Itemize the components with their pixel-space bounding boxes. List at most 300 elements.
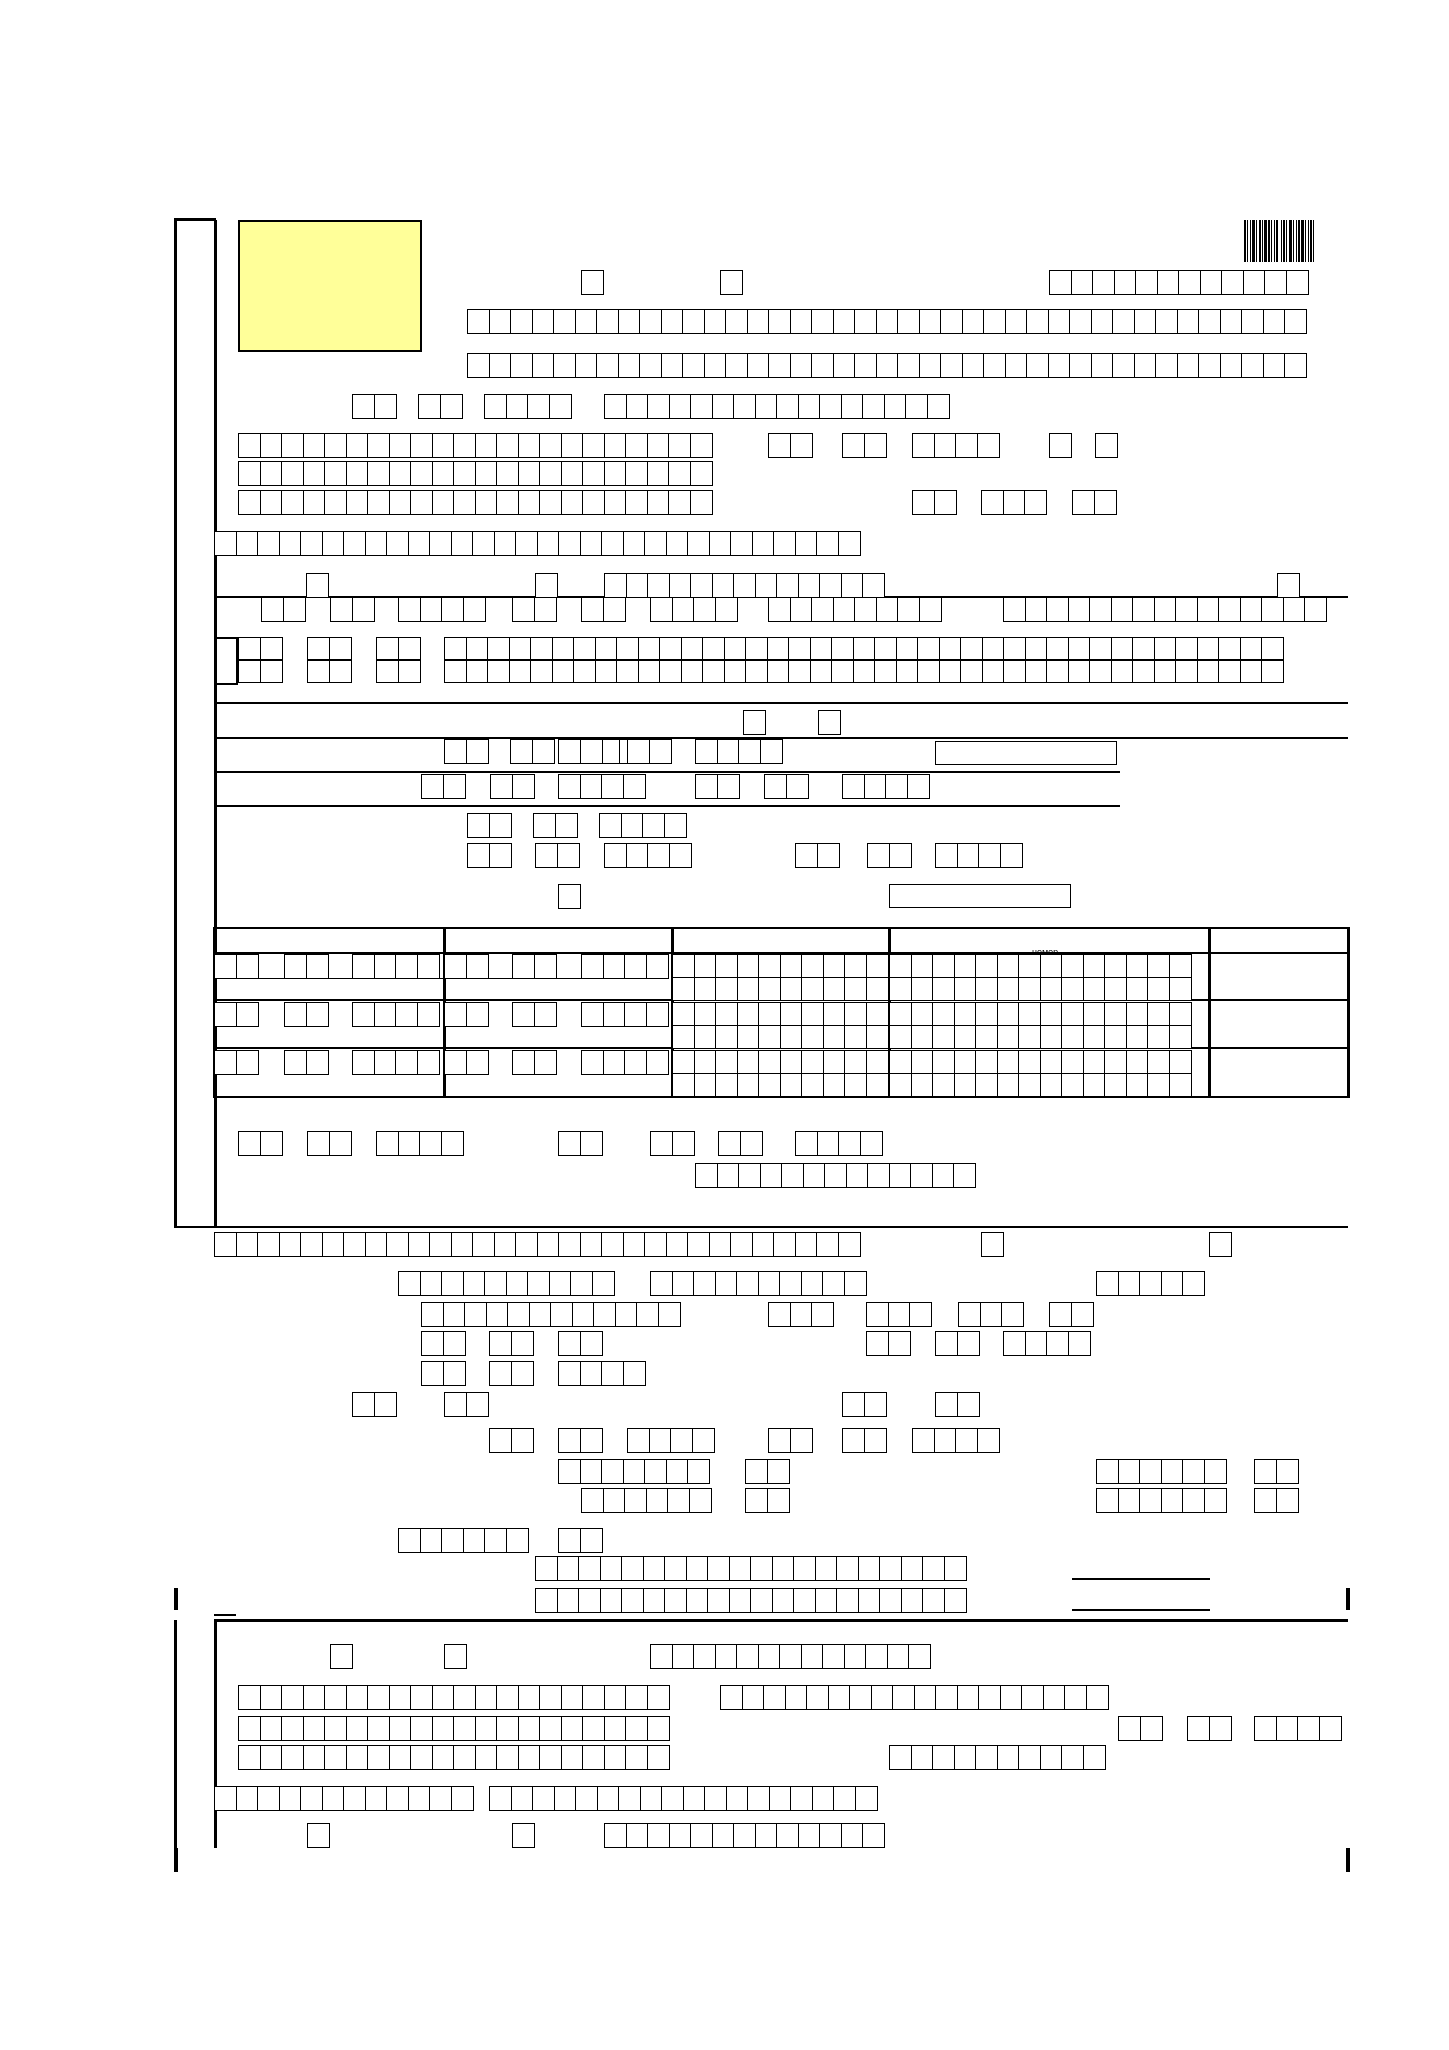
char-cell[interactable]	[795, 531, 818, 556]
char-cell[interactable]	[919, 353, 942, 378]
char-cell[interactable]	[1197, 637, 1220, 660]
char-cell[interactable]	[862, 394, 885, 419]
table-row-0-number[interactable]	[889, 954, 1190, 978]
char-cell[interactable]	[836, 1556, 859, 1581]
char-cell[interactable]	[647, 1823, 670, 1848]
char-cell[interactable]	[443, 1302, 466, 1327]
char-cell[interactable]	[260, 433, 283, 458]
char-cell[interactable]	[755, 573, 778, 598]
char-cell[interactable]	[621, 813, 644, 838]
section3-field-a[interactable]	[650, 1644, 930, 1669]
char-cell[interactable]	[932, 977, 955, 1001]
char-cell[interactable]	[581, 954, 604, 979]
char-cell[interactable]	[855, 1786, 878, 1811]
char-cell[interactable]	[410, 490, 433, 515]
section2-field-v[interactable]	[558, 1528, 601, 1553]
char-cell[interactable]	[284, 1002, 307, 1027]
char-cell[interactable]	[578, 1588, 601, 1613]
char-cell[interactable]	[817, 843, 840, 868]
char-cell[interactable]	[1263, 353, 1286, 378]
char-cell[interactable]	[615, 1302, 638, 1327]
field-e[interactable]	[581, 597, 624, 622]
section2-date4-year[interactable]	[627, 1428, 713, 1453]
char-cell[interactable]	[553, 353, 576, 378]
char-cell[interactable]	[444, 637, 467, 660]
char-cell[interactable]	[954, 1002, 977, 1026]
char-cell[interactable]	[365, 1786, 388, 1811]
char-cell[interactable]	[1241, 309, 1264, 334]
char-cell[interactable]	[487, 660, 510, 683]
char-cell[interactable]	[824, 1163, 847, 1188]
char-cell[interactable]	[580, 1131, 603, 1156]
char-cell[interactable]	[618, 353, 641, 378]
char-cell[interactable]	[672, 597, 695, 622]
char-cell[interactable]	[238, 433, 261, 458]
char-cell[interactable]	[494, 1232, 517, 1257]
char-cell[interactable]	[557, 1556, 580, 1581]
char-cell[interactable]	[828, 1685, 851, 1710]
char-cell[interactable]	[529, 1302, 552, 1327]
char-cell[interactable]	[1091, 309, 1114, 334]
char-cell[interactable]	[922, 1556, 945, 1581]
date-a-year[interactable]	[912, 433, 998, 458]
char-cell[interactable]	[1040, 1745, 1063, 1770]
char-cell[interactable]	[690, 394, 713, 419]
section2-field-k[interactable]	[842, 1392, 885, 1417]
char-cell[interactable]	[451, 1232, 474, 1257]
char-cell[interactable]	[451, 1786, 474, 1811]
char-cell[interactable]	[496, 490, 519, 515]
char-cell[interactable]	[466, 1392, 489, 1417]
text-field-2[interactable]	[889, 884, 1071, 908]
char-cell[interactable]	[604, 1745, 627, 1770]
char-cell[interactable]	[823, 1073, 846, 1097]
block-a1[interactable]	[238, 637, 281, 660]
section2-field-r[interactable]	[745, 1488, 788, 1513]
char-cell[interactable]	[1126, 1002, 1149, 1026]
char-cell[interactable]	[236, 1786, 259, 1811]
char-cell[interactable]	[214, 531, 237, 556]
char-cell[interactable]	[932, 1050, 955, 1074]
char-cell[interactable]	[758, 1002, 781, 1026]
char-cell[interactable]	[389, 433, 412, 458]
char-cell[interactable]	[410, 1745, 433, 1770]
char-cell[interactable]	[768, 433, 791, 458]
char-cell[interactable]	[346, 433, 369, 458]
char-cell[interactable]	[512, 1050, 535, 1075]
date-3-day[interactable]	[421, 774, 464, 799]
char-cell[interactable]	[1147, 1050, 1170, 1074]
char-cell[interactable]	[647, 433, 670, 458]
char-cell[interactable]	[1046, 637, 1069, 660]
section3-field-b[interactable]	[889, 1745, 1104, 1770]
char-cell[interactable]	[682, 309, 705, 334]
char-cell[interactable]	[518, 433, 541, 458]
field-k[interactable]	[718, 1131, 761, 1156]
char-cell[interactable]	[982, 637, 1005, 660]
char-cell[interactable]	[1155, 309, 1178, 334]
char-cell[interactable]	[780, 1050, 803, 1074]
section2-date3-month[interactable]	[489, 1361, 532, 1386]
char-cell[interactable]	[486, 1302, 509, 1327]
char-cell[interactable]	[681, 637, 704, 660]
char-cell[interactable]	[1169, 954, 1192, 978]
char-cell[interactable]	[443, 1361, 466, 1386]
char-cell[interactable]	[730, 531, 753, 556]
char-cell[interactable]	[324, 461, 347, 486]
char-cell[interactable]	[398, 660, 421, 683]
char-cell[interactable]	[1147, 1073, 1170, 1097]
char-cell[interactable]	[884, 394, 907, 419]
document-number[interactable]	[1049, 270, 1307, 295]
char-cell[interactable]	[410, 1716, 433, 1741]
char-cell[interactable]	[281, 433, 304, 458]
char-cell[interactable]	[475, 1745, 498, 1770]
char-cell[interactable]	[623, 1459, 646, 1484]
char-cell[interactable]	[909, 1302, 932, 1327]
table-row-1-date2-day[interactable]	[444, 1002, 487, 1027]
char-cell[interactable]	[664, 1556, 687, 1581]
char-cell[interactable]	[1026, 309, 1049, 334]
char-cell[interactable]	[795, 1232, 818, 1257]
char-cell[interactable]	[647, 1716, 670, 1741]
char-cell[interactable]	[466, 1050, 489, 1075]
char-cell[interactable]	[981, 490, 1004, 515]
char-cell[interactable]	[844, 1644, 867, 1669]
char-cell[interactable]	[912, 490, 935, 515]
char-cell[interactable]	[715, 1002, 738, 1026]
char-cell[interactable]	[1112, 353, 1135, 378]
char-cell[interactable]	[236, 1002, 259, 1027]
section2-date4-month[interactable]	[558, 1428, 601, 1453]
char-cell[interactable]	[596, 353, 619, 378]
char-cell[interactable]	[376, 1131, 399, 1156]
char-cell[interactable]	[466, 1002, 489, 1027]
char-cell[interactable]	[1068, 1331, 1091, 1356]
char-cell[interactable]	[600, 1556, 623, 1581]
char-cell[interactable]	[1218, 637, 1241, 660]
char-cell[interactable]	[1026, 353, 1049, 378]
char-cell[interactable]	[661, 309, 684, 334]
char-cell[interactable]	[712, 394, 735, 419]
char-cell[interactable]	[616, 660, 639, 683]
char-cell[interactable]	[725, 309, 748, 334]
char-cell[interactable]	[841, 394, 864, 419]
char-cell[interactable]	[1049, 270, 1072, 295]
char-cell[interactable]	[844, 954, 867, 978]
char-cell[interactable]	[444, 1392, 467, 1417]
char-cell[interactable]	[1126, 1025, 1149, 1049]
char-cell[interactable]	[823, 954, 846, 978]
char-cell[interactable]	[352, 1392, 375, 1417]
char-cell[interactable]	[1111, 637, 1134, 660]
char-cell[interactable]	[432, 1716, 455, 1741]
char-cell[interactable]	[623, 774, 646, 799]
char-cell[interactable]	[238, 1131, 261, 1156]
char-cell[interactable]	[643, 1556, 666, 1581]
char-cell[interactable]	[755, 394, 778, 419]
char-cell[interactable]	[897, 597, 920, 622]
table-row-2-date-day[interactable]	[214, 1050, 257, 1075]
char-cell[interactable]	[1018, 1025, 1041, 1049]
char-cell[interactable]	[1241, 353, 1264, 378]
char-cell[interactable]	[917, 637, 940, 660]
char-cell[interactable]	[1111, 660, 1134, 683]
char-cell[interactable]	[666, 531, 689, 556]
char-cell[interactable]	[720, 1685, 743, 1710]
char-cell[interactable]	[489, 843, 512, 868]
char-cell[interactable]	[580, 1528, 603, 1553]
section2-date2-year[interactable]	[1003, 1331, 1089, 1356]
char-cell[interactable]	[690, 490, 713, 515]
char-cell[interactable]	[889, 1073, 912, 1097]
char-cell[interactable]	[1061, 1050, 1084, 1074]
char-cell[interactable]	[1182, 1488, 1205, 1513]
char-cell[interactable]	[896, 637, 919, 660]
char-cell[interactable]	[694, 1002, 717, 1026]
char-cell[interactable]	[812, 1786, 835, 1811]
char-cell[interactable]	[934, 1428, 957, 1453]
char-cell[interactable]	[888, 1302, 911, 1327]
char-cell[interactable]	[911, 977, 934, 1001]
char-cell[interactable]	[367, 490, 390, 515]
char-cell[interactable]	[957, 1685, 980, 1710]
birthplace-line-2[interactable]	[238, 461, 711, 486]
char-cell[interactable]	[506, 1271, 529, 1296]
char-cell[interactable]	[572, 1302, 595, 1327]
char-cell[interactable]	[658, 1302, 681, 1327]
char-cell[interactable]	[1083, 1050, 1106, 1074]
char-cell[interactable]	[962, 309, 985, 334]
char-cell[interactable]	[494, 531, 517, 556]
field-b[interactable]	[330, 597, 373, 622]
char-cell[interactable]	[747, 1786, 770, 1811]
char-cell[interactable]	[1286, 270, 1309, 295]
char-cell[interactable]	[518, 461, 541, 486]
table-row-2-number[interactable]	[889, 1050, 1190, 1074]
char-cell[interactable]	[284, 1050, 307, 1075]
char-cell[interactable]	[300, 1786, 323, 1811]
char-cell[interactable]	[954, 1073, 977, 1097]
date-b-year[interactable]	[1072, 490, 1115, 515]
char-cell[interactable]	[811, 597, 834, 622]
char-cell[interactable]	[453, 1716, 476, 1741]
char-cell[interactable]	[912, 1428, 935, 1453]
checkbox-13[interactable]	[307, 1823, 330, 1848]
char-cell[interactable]	[889, 1163, 912, 1188]
char-cell[interactable]	[737, 954, 760, 978]
field-c[interactable]	[398, 597, 484, 622]
char-cell[interactable]	[279, 531, 302, 556]
char-cell[interactable]	[997, 1073, 1020, 1097]
char-cell[interactable]	[717, 739, 740, 764]
char-cell[interactable]	[487, 637, 510, 660]
char-cell[interactable]	[1118, 1459, 1141, 1484]
char-cell[interactable]	[704, 1786, 727, 1811]
char-cell[interactable]	[889, 1745, 912, 1770]
char-cell[interactable]	[367, 461, 390, 486]
char-cell[interactable]	[1096, 1488, 1119, 1513]
char-cell[interactable]	[885, 774, 908, 799]
char-cell[interactable]	[534, 597, 557, 622]
char-cell[interactable]	[1089, 660, 1112, 683]
table-row-2-date2-month[interactable]	[512, 1050, 555, 1075]
char-cell[interactable]	[1221, 270, 1244, 295]
char-cell[interactable]	[726, 1786, 749, 1811]
char-cell[interactable]	[238, 637, 261, 660]
char-cell[interactable]	[767, 660, 790, 683]
char-cell[interactable]	[1182, 1459, 1205, 1484]
char-cell[interactable]	[844, 977, 867, 1001]
char-cell[interactable]	[862, 1823, 885, 1848]
char-cell[interactable]	[750, 1556, 773, 1581]
char-cell[interactable]	[421, 1361, 444, 1386]
char-cell[interactable]	[854, 353, 877, 378]
char-cell[interactable]	[398, 1131, 421, 1156]
date-1-month[interactable]	[510, 739, 553, 764]
section3-name[interactable]	[720, 1685, 1107, 1710]
section2-line-2[interactable]	[535, 1588, 965, 1613]
char-cell[interactable]	[518, 1716, 541, 1741]
char-cell[interactable]	[717, 1163, 740, 1188]
char-cell[interactable]	[467, 843, 490, 868]
char-cell[interactable]	[604, 1823, 627, 1848]
char-cell[interactable]	[768, 1428, 791, 1453]
char-cell[interactable]	[467, 353, 490, 378]
table-row-1-number[interactable]	[889, 1025, 1190, 1049]
char-cell[interactable]	[897, 353, 920, 378]
char-cell[interactable]	[444, 954, 467, 979]
char-cell[interactable]	[444, 739, 467, 764]
char-cell[interactable]	[844, 1025, 867, 1049]
char-cell[interactable]	[1094, 490, 1117, 515]
date-8-month[interactable]	[307, 1131, 350, 1156]
section2-field-b[interactable]	[650, 1271, 865, 1296]
char-cell[interactable]	[801, 1644, 824, 1669]
char-cell[interactable]	[694, 1073, 717, 1097]
surname-field[interactable]	[467, 309, 1306, 334]
char-cell[interactable]	[1000, 1685, 1023, 1710]
char-cell[interactable]	[1139, 1488, 1162, 1513]
char-cell[interactable]	[647, 394, 670, 419]
char-cell[interactable]	[932, 1025, 955, 1049]
char-cell[interactable]	[1104, 1050, 1127, 1074]
date-3-month[interactable]	[490, 774, 533, 799]
char-cell[interactable]	[773, 531, 796, 556]
char-cell[interactable]	[408, 1232, 431, 1257]
char-cell[interactable]	[772, 1556, 795, 1581]
char-cell[interactable]	[1018, 1050, 1041, 1074]
char-cell[interactable]	[1197, 597, 1220, 622]
char-cell[interactable]	[624, 1488, 647, 1513]
char-cell[interactable]	[650, 597, 673, 622]
char-cell[interactable]	[833, 353, 856, 378]
char-cell[interactable]	[1018, 1073, 1041, 1097]
char-cell[interactable]	[831, 637, 854, 660]
date-b-day[interactable]	[912, 490, 955, 515]
char-cell[interactable]	[616, 637, 639, 660]
char-cell[interactable]	[650, 1271, 673, 1296]
section2-field-j[interactable]	[444, 1392, 487, 1417]
section2-field-a[interactable]	[398, 1271, 613, 1296]
section2-field-h[interactable]	[1049, 1302, 1092, 1327]
table-row-1-date2-year[interactable]	[581, 1002, 667, 1027]
char-cell[interactable]	[626, 843, 649, 868]
checkbox-10[interactable]	[1209, 1232, 1232, 1257]
char-cell[interactable]	[695, 1163, 718, 1188]
char-cell[interactable]	[352, 394, 375, 419]
char-cell[interactable]	[618, 309, 641, 334]
char-cell[interactable]	[935, 843, 958, 868]
char-cell[interactable]	[395, 954, 418, 979]
char-cell[interactable]	[1263, 309, 1286, 334]
char-cell[interactable]	[554, 1786, 577, 1811]
char-cell[interactable]	[788, 660, 811, 683]
section3-field-c[interactable]	[604, 1823, 884, 1848]
char-cell[interactable]	[871, 1685, 894, 1710]
char-cell[interactable]	[510, 309, 533, 334]
field-13[interactable]	[604, 573, 884, 598]
char-cell[interactable]	[962, 353, 985, 378]
char-cell[interactable]	[306, 1050, 329, 1075]
section2-field-t[interactable]	[1254, 1488, 1297, 1513]
char-cell[interactable]	[768, 597, 791, 622]
char-cell[interactable]	[432, 1685, 455, 1710]
char-cell[interactable]	[911, 1025, 934, 1049]
char-cell[interactable]	[767, 637, 790, 660]
char-cell[interactable]	[1132, 637, 1155, 660]
char-cell[interactable]	[238, 1685, 261, 1710]
char-cell[interactable]	[575, 353, 598, 378]
section3-doc-a[interactable]	[214, 1786, 472, 1811]
char-cell[interactable]	[389, 1745, 412, 1770]
char-cell[interactable]	[420, 1528, 443, 1553]
char-cell[interactable]	[1046, 660, 1069, 683]
char-cell[interactable]	[582, 490, 605, 515]
char-cell[interactable]	[1132, 660, 1155, 683]
document-series-number[interactable]	[214, 531, 859, 556]
char-cell[interactable]	[661, 353, 684, 378]
checkbox-1[interactable]	[581, 270, 604, 295]
char-cell[interactable]	[303, 490, 326, 515]
char-cell[interactable]	[736, 1644, 759, 1669]
char-cell[interactable]	[515, 1232, 538, 1257]
char-cell[interactable]	[432, 461, 455, 486]
char-cell[interactable]	[801, 1271, 824, 1296]
char-cell[interactable]	[864, 774, 887, 799]
char-cell[interactable]	[1071, 1302, 1094, 1327]
char-cell[interactable]	[581, 1050, 604, 1075]
char-cell[interactable]	[1043, 1685, 1066, 1710]
char-cell[interactable]	[935, 1685, 958, 1710]
char-cell[interactable]	[1147, 954, 1170, 978]
char-cell[interactable]	[1126, 954, 1149, 978]
char-cell[interactable]	[816, 531, 839, 556]
section3-doc-b[interactable]	[489, 1786, 876, 1811]
char-cell[interactable]	[785, 1685, 808, 1710]
char-cell[interactable]	[410, 461, 433, 486]
char-cell[interactable]	[627, 739, 650, 764]
char-cell[interactable]	[1161, 1271, 1184, 1296]
char-cell[interactable]	[582, 1685, 605, 1710]
char-cell[interactable]	[532, 1786, 555, 1811]
block-b1[interactable]	[307, 637, 350, 660]
char-cell[interactable]	[768, 1302, 791, 1327]
char-cell[interactable]	[389, 461, 412, 486]
char-cell[interactable]	[599, 813, 622, 838]
char-cell[interactable]	[352, 954, 375, 979]
char-cell[interactable]	[625, 1685, 648, 1710]
